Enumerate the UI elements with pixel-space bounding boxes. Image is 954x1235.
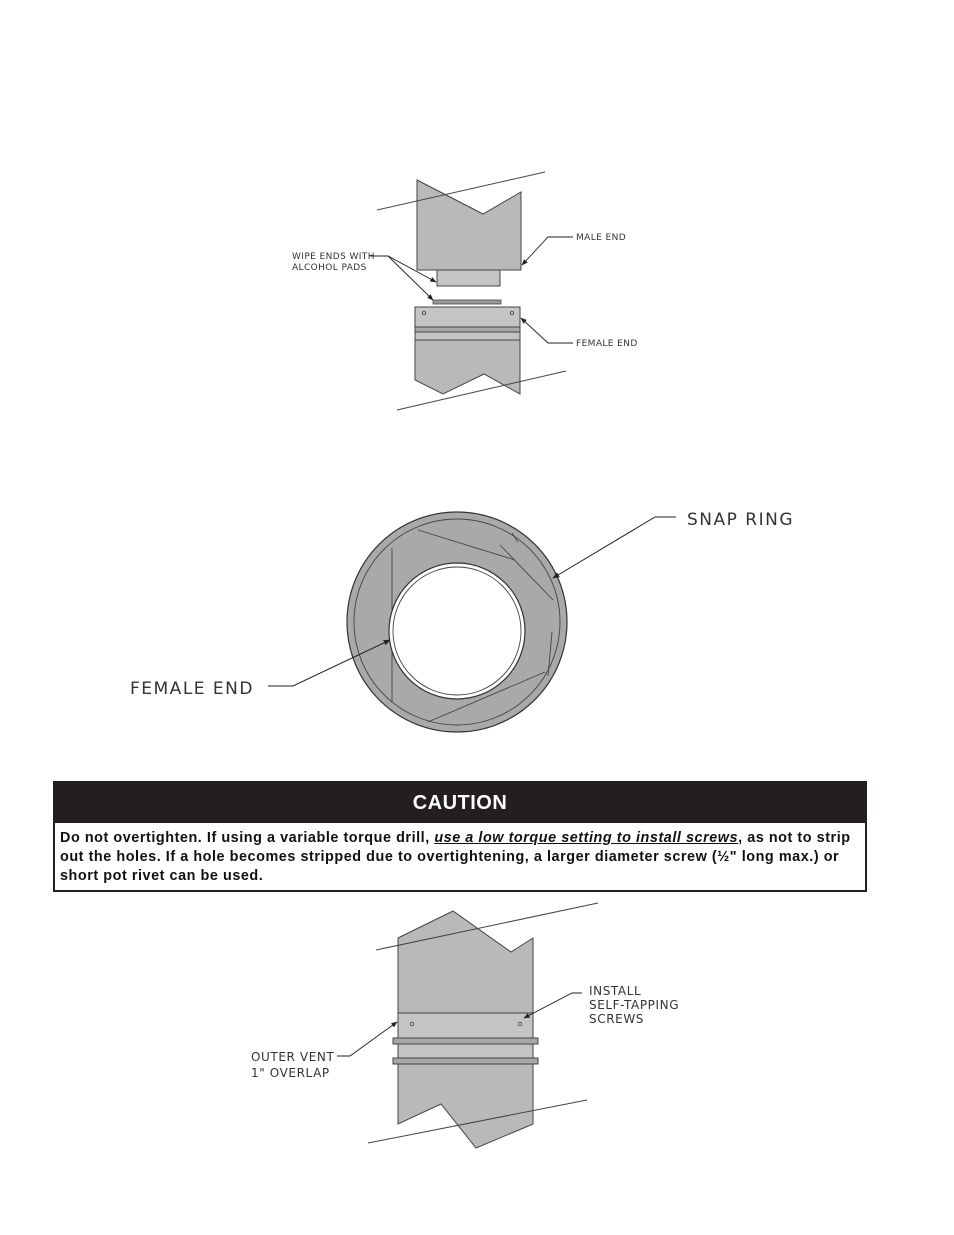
wipe-ends-label-line2: ALCOHOL PADS xyxy=(292,263,367,273)
female-end-label-fig2: FEMALE END xyxy=(130,679,254,699)
install-screws-label-line3: SCREWS xyxy=(589,1012,644,1026)
caution-text xyxy=(55,823,865,886)
pipe-joint-diagram xyxy=(292,172,638,410)
caution-text-start: Do not overtighten. If using a variable torque drill, xyxy=(60,830,435,846)
outer-vent-label-line1: OUTER VENT xyxy=(251,1050,335,1064)
snap-ring-label: SNAP RING xyxy=(687,510,795,530)
female-end-bore xyxy=(389,563,525,699)
caution-box xyxy=(53,781,867,892)
male-end-label: MALE END xyxy=(576,233,627,243)
upper-pipe-section xyxy=(417,180,521,270)
outer-vent-overlap-diagram xyxy=(251,903,679,1148)
caution-text-end: , as not to strip out the holes. If a hole becomes stripped due to overtightening, a larger diameter screw (½" long max.) or short pot rivet can be used. xyxy=(60,830,851,884)
install-screws-label-line2: SELF-TAPPING xyxy=(589,998,680,1012)
outer-vent-label-line2: 1" OVERLAP xyxy=(251,1066,330,1080)
overlap-band xyxy=(398,1013,533,1038)
female-end-label-fig1: FEMALE END xyxy=(576,339,638,349)
snap-ring-diagram xyxy=(130,510,794,732)
female-end-band xyxy=(415,307,520,327)
wipe-ends-label-line1: WIPE ENDS WITH xyxy=(292,252,375,262)
caution-title: CAUTION xyxy=(55,783,865,823)
lower-vent-section xyxy=(398,1064,533,1148)
upper-vent-section xyxy=(398,911,533,1013)
install-screws-label-line1: INSTALL xyxy=(589,984,642,998)
caution-text-emphasis: use a low torque setting to install screws xyxy=(434,830,739,846)
lower-pipe-section xyxy=(415,340,520,394)
male-end-collar xyxy=(437,270,500,286)
